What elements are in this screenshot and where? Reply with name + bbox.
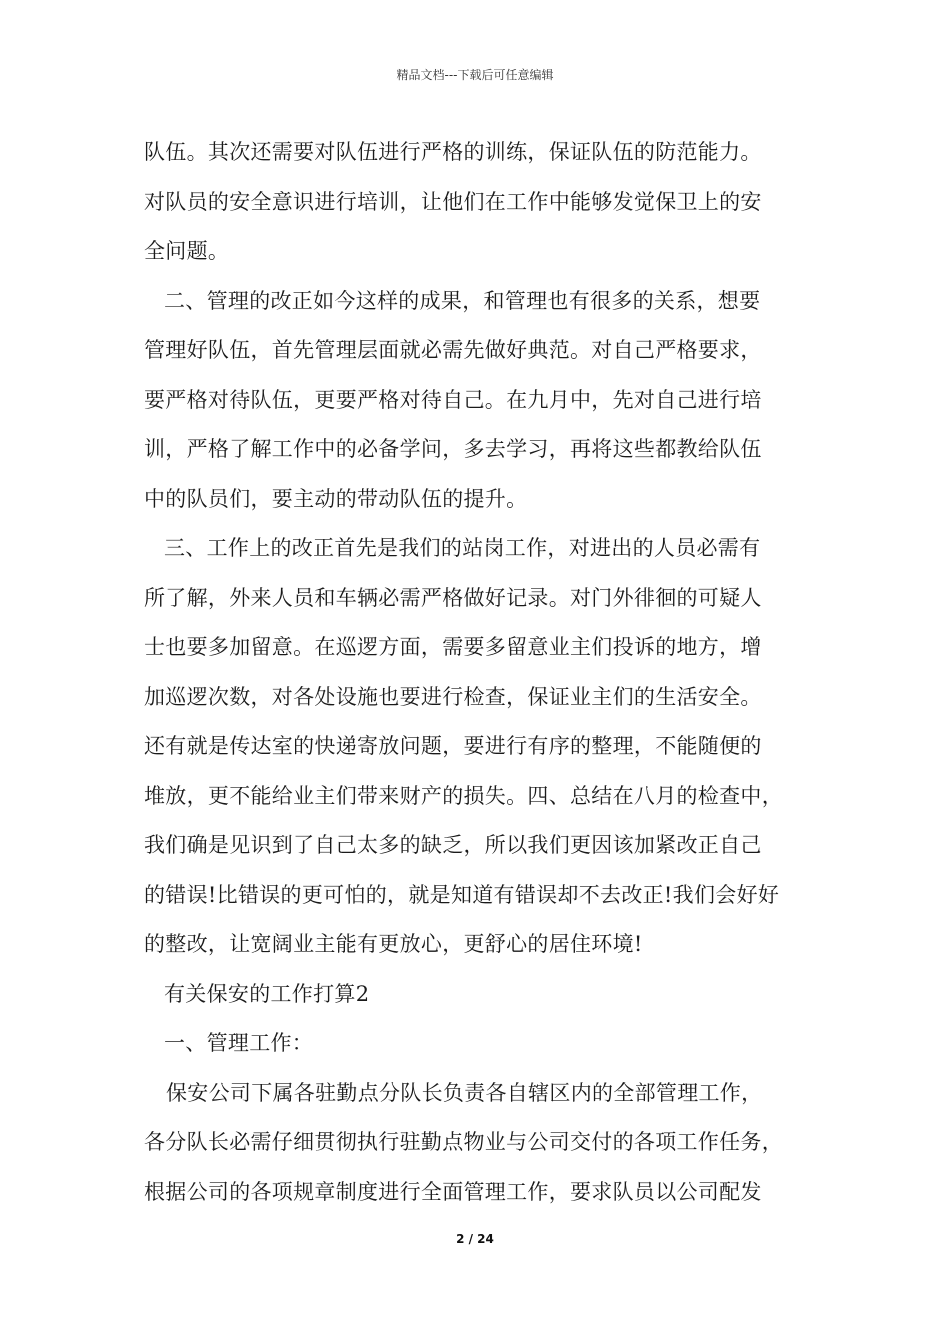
text-line: 的整改，让宽阔业主能有更放心，更舒心的居住环境! (144, 932, 643, 956)
text-line: 三、工作上的改正首先是我们的站岗工作，对进出的人员必需有 (164, 536, 761, 560)
text-line: 要严格对待队伍，更要严格对待自己。在九月中，先对自己进行培 (144, 387, 762, 412)
page-number: 2 / 24 (456, 1232, 494, 1246)
text-line: 士也要多加留意。在巡逻方面，需要多留意业主们投诉的地方，增 (144, 635, 762, 659)
subsection-heading: 一、管理工作： (164, 1031, 314, 1055)
text-line: 队伍。其次还需要对队伍进行严格的训练，保证队伍的防范能力。 (144, 140, 762, 164)
text-line: 全问题。 (144, 239, 230, 263)
text-line: 所了解，外来人员和车辆必需严格做好记录。对门外徘徊的可疑人 (144, 585, 762, 610)
text-line: 中的队员们，要主动的带动队伍的提升。 (144, 486, 528, 511)
text-line: 我们确是见识到了自己太多的缺乏，所以我们更因该加紧改正自己 (144, 833, 762, 857)
document-body (144, 128, 824, 1217)
text-line: 二、管理的改正如今这样的成果，和管理也有很多的关系，想要 (164, 288, 761, 313)
text-line: 还有就是传达室的快递寄放问题，要进行有序的整理，不能随便的 (144, 734, 762, 758)
text-line: 管理好队伍，首先管理层面就必需先做好典范。对自己严格要求， (144, 338, 762, 362)
text-line: 加巡逻次数，对各处设施也要进行检查，保证业主们的生活安全。 (144, 684, 762, 709)
text-line: 的错误!比错误的更可怕的，就是知道有错误却不去改正!我们会好好 (144, 882, 780, 907)
section-heading: 有关保安的工作打算2 (164, 981, 370, 1006)
text-line: 各分队长必需仔细贯彻执行驻勤点物业与公司交付的各项工作任务， (144, 1130, 783, 1154)
text-line: 对队员的安全意识进行培训，让他们在工作中能够发觉保卫上的安 (144, 189, 762, 214)
text-line: 保安公司下属各驻勤点分队长负责各自辖区内的全部管理工作， (166, 1080, 763, 1105)
text-line: 堆放，更不能给业主们带来财产的损失。四、总结在八月的检查中， (144, 783, 783, 808)
text-line: 训，严格了解工作中的必备学问，多去学习，再将这些都教给队伍 (144, 437, 762, 461)
text-line: 根据公司的各项规章制度进行全面管理工作，要求队员以公司配发 (144, 1179, 762, 1204)
page-header: 精品文档---下载后可任意编辑 (396, 68, 554, 82)
